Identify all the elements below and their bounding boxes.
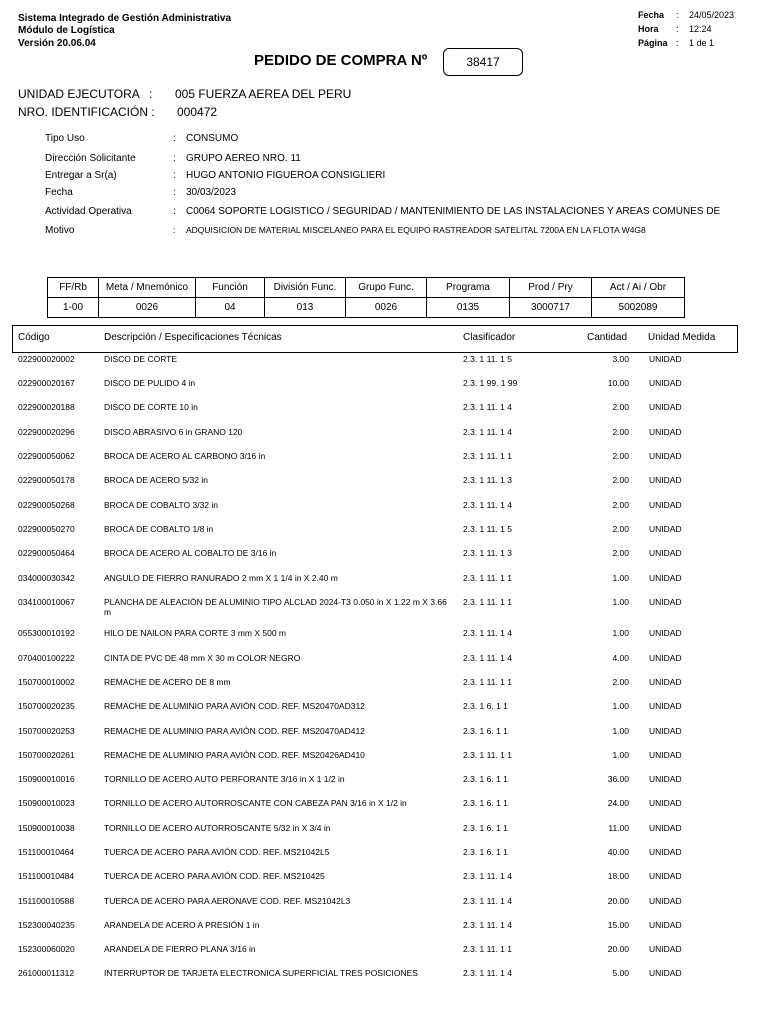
detail-label: Dirección Solicitante — [45, 153, 136, 164]
item-code: 152300060020 — [18, 944, 75, 954]
item-quantity: 15.00 — [607, 920, 629, 930]
item-code: 151100010484 — [18, 871, 75, 881]
item-description: ANGULO DE FIERRO RANURADO 2 mm X 1 1/4 in X 2.40 m — [104, 573, 338, 583]
item-quantity: 2.00 — [612, 677, 629, 687]
item-classifier: 2.3. 1 11. 1 1 — [463, 750, 512, 760]
item-quantity: 4.00 — [612, 653, 629, 663]
item-quantity: 1.00 — [612, 597, 629, 607]
cls-value: 3000717 — [510, 298, 592, 318]
item-classifier: 2.3. 1 11. 1 4 — [463, 920, 512, 930]
item-unit: UNIDAD — [649, 653, 682, 663]
item-classifier: 2.3. 1 11. 1 4 — [463, 402, 512, 412]
detail-label: Fecha — [45, 187, 73, 198]
item-unit: UNIDAD — [649, 944, 682, 954]
col-header-qty: Cantidad — [587, 332, 628, 343]
cls-value: 0026 — [346, 298, 427, 318]
meta-value: 12:24 — [689, 24, 712, 34]
item-code: 150700020261 — [18, 750, 75, 760]
item-unit: UNIDAD — [649, 823, 682, 833]
item-row — [0, 750, 768, 770]
item-classifier: 2.3. 1 11. 1 1 — [463, 677, 512, 687]
item-row — [0, 451, 768, 471]
cls-header: División Func. — [265, 278, 346, 298]
meta-value: 24/05/2023 — [689, 10, 735, 20]
item-row — [0, 798, 768, 818]
item-description: TUERCA DE ACERO PARA AVIÓN COD. REF. MS21042L5 — [104, 847, 330, 857]
item-unit: UNIDAD — [649, 677, 682, 687]
cls-header: Act / Ai / Obr — [592, 278, 685, 298]
item-quantity: 2.00 — [612, 402, 629, 412]
item-unit: UNIDAD — [649, 871, 682, 881]
item-code: 261000011312 — [18, 968, 75, 978]
item-classifier: 2.3. 1 11. 1 4 — [463, 628, 512, 638]
item-row — [0, 944, 768, 964]
item-code: 150700020235 — [18, 701, 75, 711]
item-classifier: 2.3. 1 6. 1 1 — [463, 774, 508, 784]
cls-header: Meta / Mnemónico — [99, 278, 196, 298]
item-quantity: 2.00 — [612, 524, 629, 534]
item-description: DISCO DE CORTE — [104, 354, 178, 364]
meta-label: Fecha — [638, 10, 665, 20]
item-code: 034100010067 — [18, 597, 75, 607]
item-row — [0, 968, 768, 988]
item-unit: UNIDAD — [649, 597, 682, 607]
document-title: PEDIDO DE COMPRA Nº — [254, 52, 428, 69]
item-row — [0, 402, 768, 422]
item-unit: UNIDAD — [649, 920, 682, 930]
item-row — [0, 653, 768, 673]
detail-value: C0064 SOPORTE LOGISTICO / SEGURIDAD / MANTENIMIENTO DE LAS INSTALACIONES Y AREAS COMUNES DE — [186, 206, 721, 217]
item-description: REMACHE DE ACERO DE 8 mm — [104, 677, 231, 687]
id-label: NRO. IDENTIFICACIÓN : — [18, 105, 155, 119]
item-unit: UNIDAD — [649, 378, 682, 388]
item-code: 150700010002 — [18, 677, 75, 687]
item-row — [0, 701, 768, 721]
item-unit: UNIDAD — [649, 896, 682, 906]
meta-label: Página — [638, 38, 668, 48]
item-classifier: 2.3. 1 6. 1 1 — [463, 701, 508, 711]
item-classifier: 2.3. 1 6. 1 1 — [463, 798, 508, 808]
item-row — [0, 427, 768, 447]
item-row — [0, 597, 768, 617]
item-description: DISCO ABRASIVO 6 in GRANO 120 — [104, 427, 243, 437]
item-code: 022900050464 — [18, 548, 75, 558]
item-classifier: 2.3. 1 11. 1 1 — [463, 451, 512, 461]
item-row — [0, 774, 768, 794]
cls-value: 1-00 — [48, 298, 99, 318]
item-code: 034000030342 — [18, 573, 75, 583]
item-row — [0, 823, 768, 843]
item-description: DISCO DE PULIDO 4 in — [104, 378, 196, 388]
budget-classification-table — [47, 277, 685, 318]
item-classifier: 2.3. 1 11. 1 3 — [463, 548, 512, 558]
item-code: 022900020188 — [18, 402, 75, 412]
meta-sep: : — [676, 38, 679, 48]
item-description: BROCA DE ACERO 5/32 in — [104, 475, 208, 485]
item-row — [0, 628, 768, 648]
item-code: 022900050062 — [18, 451, 75, 461]
item-quantity: 2.00 — [612, 427, 629, 437]
system-name: Sistema Integrado de Gestión Administrativa — [18, 13, 232, 24]
col-header-um: Unidad Medida — [648, 332, 716, 343]
item-code: 150900010038 — [18, 823, 75, 833]
item-row — [0, 378, 768, 398]
detail-label: Motivo — [45, 225, 75, 236]
item-description: TORNILLO DE ACERO AUTORROSCANTE 5/32 in X 3/4 in — [104, 823, 331, 833]
detail-label: Entregar a Sr(a) — [45, 170, 117, 181]
item-description: REMACHE DE ALUMINIO PARA AVIÓN COD. REF. MS20470AD412 — [104, 726, 365, 736]
item-row — [0, 871, 768, 891]
item-description: DISCO DE CORTE 10 in — [104, 402, 198, 412]
item-classifier: 2.3. 1 11. 1 4 — [463, 653, 512, 663]
col-header-cls: Clasificador — [463, 332, 516, 343]
detail-sep: : — [173, 170, 176, 181]
detail-label: Tipo Uso — [45, 133, 85, 144]
item-description: ARANDELA DE ACERO A PRESIÓN 1 in — [104, 920, 260, 930]
detail-value: HUGO ANTONIO FIGUEROA CONSIGLIERI — [186, 170, 386, 181]
item-quantity: 1.00 — [612, 701, 629, 711]
item-quantity: 2.00 — [612, 548, 629, 558]
item-code: 055300010192 — [18, 628, 75, 638]
item-row — [0, 726, 768, 746]
item-code: 022900020296 — [18, 427, 75, 437]
item-code: 022900020167 — [18, 378, 75, 388]
item-code: 151100010588 — [18, 896, 75, 906]
item-unit: UNIDAD — [649, 726, 682, 736]
meta-value: 1 de 1 — [689, 38, 715, 48]
item-unit: UNIDAD — [649, 524, 682, 534]
item-unit: UNIDAD — [649, 402, 682, 412]
item-quantity: 5.00 — [612, 968, 629, 978]
item-unit: UNIDAD — [649, 847, 682, 857]
item-row — [0, 500, 768, 520]
item-code: 152300040235 — [18, 920, 75, 930]
item-classifier: 2.3. 1 99. 1 99 — [463, 378, 518, 388]
detail-sep: : — [173, 133, 176, 144]
item-description: TORNILLO DE ACERO AUTO PERFORANTE 3/16 in X 1 1/2 in — [104, 774, 345, 784]
item-description: TUERCA DE ACERO PARA AERONAVE COD. REF. MS21042L3 — [104, 896, 351, 906]
item-unit: UNIDAD — [649, 774, 682, 784]
item-row — [0, 548, 768, 568]
item-unit: UNIDAD — [649, 701, 682, 711]
item-description: CINTA DE PVC DE 48 mm X 30 m COLOR NEGRO — [104, 653, 301, 663]
module-name: Módulo de Logística — [18, 25, 115, 36]
cls-header: Programa — [427, 278, 510, 298]
item-quantity: 1.00 — [612, 628, 629, 638]
item-row — [0, 475, 768, 495]
item-quantity: 18.00 — [607, 871, 629, 881]
item-code: 022900050268 — [18, 500, 75, 510]
item-unit: UNIDAD — [649, 750, 682, 760]
item-classifier: 2.3. 1 11. 1 5 — [463, 354, 512, 364]
cls-value: 04 — [196, 298, 265, 318]
item-description: ARANDELA DE FIERRO PLANA 3/16 in — [104, 944, 256, 954]
unit-sep: : — [149, 87, 153, 101]
item-row — [0, 896, 768, 916]
item-code: 150900010023 — [18, 798, 75, 808]
item-code: 022900050178 — [18, 475, 75, 485]
item-quantity: 1.00 — [612, 750, 629, 760]
cls-value: 013 — [265, 298, 346, 318]
item-classifier: 2.3. 1 11. 1 4 — [463, 871, 512, 881]
meta-sep: : — [676, 24, 679, 34]
item-code: 150700020253 — [18, 726, 75, 736]
detail-value: ADQUISICION DE MATERIAL MISCELANEO PARA EL EQUIPO RASTREADOR SATELITAL 7200A EN LA FLOTA W4G8 — [186, 225, 646, 235]
item-row — [0, 573, 768, 593]
item-unit: UNIDAD — [649, 548, 682, 558]
item-classifier: 2.3. 1 11. 1 4 — [463, 968, 512, 978]
item-quantity: 2.00 — [612, 451, 629, 461]
cls-value: 5002089 — [592, 298, 685, 318]
cls-value: 0026 — [99, 298, 196, 318]
item-code: 022900020002 — [18, 354, 75, 364]
item-row — [0, 524, 768, 544]
detail-sep: : — [173, 153, 176, 164]
item-quantity: 20.00 — [607, 896, 629, 906]
item-description: REMACHE DE ALUMINIO PARA AVIÓN COD. REF. MS20426AD410 — [104, 750, 365, 760]
item-unit: UNIDAD — [649, 968, 682, 978]
col-header-code: Código — [18, 332, 50, 343]
item-quantity: 11.00 — [608, 823, 629, 833]
item-classifier: 2.3. 1 11. 1 1 — [463, 597, 512, 607]
item-unit: UNIDAD — [649, 427, 682, 437]
item-classifier: 2.3. 1 11. 1 4 — [463, 427, 512, 437]
item-row — [0, 677, 768, 697]
item-description: HILO DE NAILON PARA CORTE 3 mm X 500 m — [104, 628, 287, 638]
item-row — [0, 920, 768, 940]
cls-header: FF/Rb — [48, 278, 99, 298]
item-unit: UNIDAD — [649, 354, 682, 364]
item-classifier: 2.3. 1 11. 1 1 — [463, 573, 512, 583]
item-quantity: 10.00 — [607, 378, 629, 388]
item-classifier: 2.3. 1 11. 1 3 — [463, 475, 512, 485]
cls-header: Prod / Pry — [510, 278, 592, 298]
item-unit: UNIDAD — [649, 573, 682, 583]
unit-label: UNIDAD EJECUTORA — [18, 87, 140, 101]
item-code: 070400100222 — [18, 653, 75, 663]
item-code: 022900050270 — [18, 524, 75, 534]
item-description: TUERCA DE ACERO PARA AVIÓN COD. REF. MS210425 — [104, 871, 325, 881]
item-classifier: 2.3. 1 11. 1 5 — [463, 524, 512, 534]
order-number: 38417 — [443, 48, 523, 76]
meta-sep: : — [676, 10, 679, 20]
item-quantity: 40.00 — [607, 847, 629, 857]
item-unit: UNIDAD — [649, 475, 682, 485]
detail-sep: : — [173, 206, 176, 217]
version: Versión 20.06.04 — [18, 38, 96, 49]
item-description: BROCA DE ACERO AL COBALTO DE 3/16 in — [104, 548, 277, 558]
detail-value: 30/03/2023 — [186, 187, 237, 198]
id-value: 000472 — [177, 105, 218, 119]
item-classifier: 2.3. 1 6. 1 1 — [463, 726, 508, 736]
item-description: TORNILLO DE ACERO AUTORROSCANTE CON CABEZA PAN 3/16 in X 1/2 in — [104, 798, 407, 808]
col-header-desc: Descripción / Especificaciones Técnicas — [104, 332, 282, 343]
item-unit: UNIDAD — [649, 798, 682, 808]
detail-label: Actividad Operativa — [45, 206, 132, 217]
meta-label: Hora — [638, 24, 659, 34]
item-unit: UNIDAD — [649, 500, 682, 510]
unit-value: 005 FUERZA AEREA DEL PERU — [175, 87, 352, 101]
item-quantity: 36.00 — [607, 774, 629, 784]
item-description: REMACHE DE ALUMINIO PARA AVIÓN COD. REF. MS20470AD312 — [104, 701, 365, 711]
item-row — [0, 354, 768, 374]
detail-value: GRUPO AEREO NRO. 11 — [186, 153, 301, 164]
item-quantity: 24.00 — [607, 798, 629, 808]
item-classifier: 2.3. 1 11. 1 1 — [463, 944, 512, 954]
item-description: BROCA DE ACERO AL CARBONO 3/16 in — [104, 451, 266, 461]
item-quantity: 3.00 — [612, 354, 629, 364]
item-classifier: 2.3. 1 11. 1 4 — [463, 896, 512, 906]
item-quantity: 2.00 — [612, 500, 629, 510]
cls-value: 0135 — [427, 298, 510, 318]
item-description: BROCA DE COBALTO 1/8 in — [104, 524, 214, 534]
item-quantity: 1.00 — [612, 726, 629, 736]
cls-header: Función — [196, 278, 265, 298]
item-quantity: 1.00 — [612, 573, 629, 583]
item-code: 151100010464 — [18, 847, 75, 857]
detail-sep: : — [173, 225, 176, 235]
item-code: 150900010016 — [18, 774, 75, 784]
item-classifier: 2.3. 1 6. 1 1 — [463, 823, 508, 833]
cls-header: Grupo Func. — [346, 278, 427, 298]
item-quantity: 20.00 — [607, 944, 629, 954]
item-quantity: 2.00 — [612, 475, 629, 485]
item-unit: UNIDAD — [649, 628, 682, 638]
item-row — [0, 847, 768, 867]
item-classifier: 2.3. 1 6. 1 1 — [463, 847, 508, 857]
item-description: INTERRUPTOR DE TARJETA ELECTRONICA SUPERFICIAL TRES POSICIONES — [104, 968, 418, 978]
item-classifier: 2.3. 1 11. 1 4 — [463, 500, 512, 510]
detail-value: CONSUMO — [186, 133, 239, 144]
item-description: PLANCHA DE ALEACIÓN DE ALUMINIO TIPO ALCLAD 2024-T3 0.050 in X 1.22 m X 3.66 m — [104, 597, 447, 617]
detail-sep: : — [173, 187, 176, 198]
item-description: BROCA DE COBALTO 3/32 in — [104, 500, 219, 510]
item-unit: UNIDAD — [649, 451, 682, 461]
